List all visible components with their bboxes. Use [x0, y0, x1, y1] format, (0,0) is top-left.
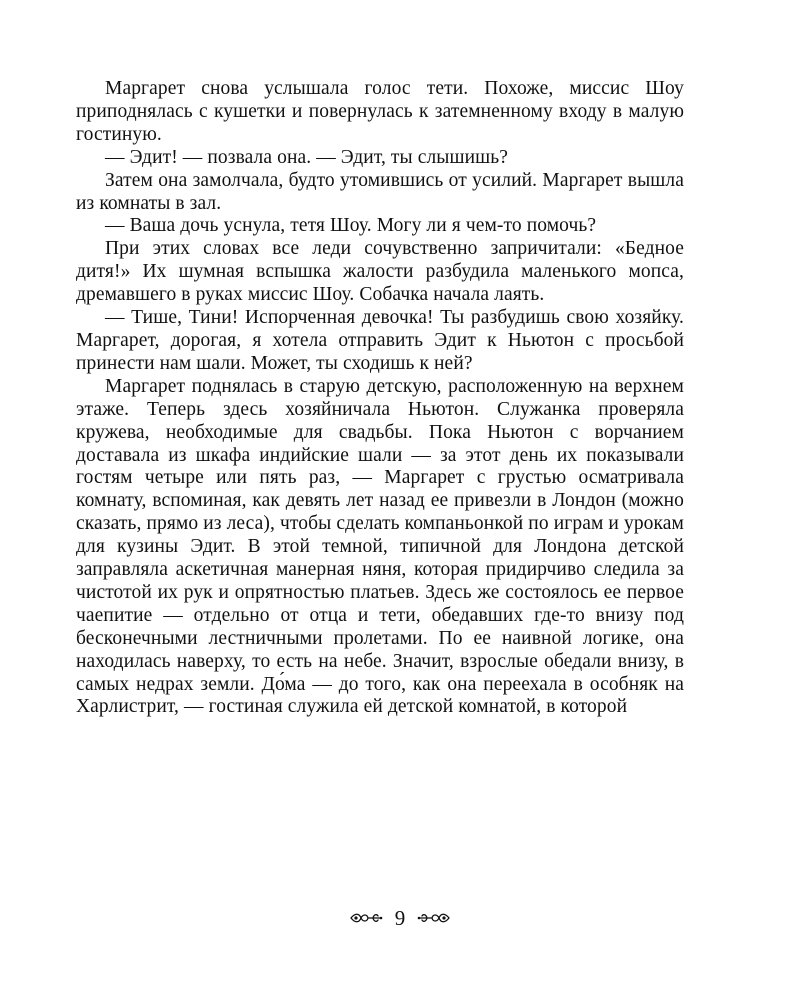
paragraph: При этих словах все леди сочувственно запричитали: «Бедное дитя!» Их шумная вспышка жалости разбудила маленького мопса, дремавшего в руках миссис Шоу. Собачка начала лаять.	[76, 238, 684, 306]
paragraph: — Ваша дочь уснула, тетя Шоу. Могу ли я чем-то помочь?	[105, 215, 597, 237]
paragraph: — Тише, Тини! Испорченная девочка! Ты разбудишь свою хозяйку. Маргарет, дорогая, я хотела отправить Эдит к Ньютон с просьбой принести нам шали. Может, ты сходишь к ней?	[76, 307, 684, 374]
page-body	[76, 78, 684, 719]
floral-ornament-right-icon	[417, 911, 451, 925]
paragraph: — Эдит! — позвала она. — Эдит, ты слышишь?	[105, 146, 509, 168]
floral-ornament-left-icon	[349, 911, 383, 925]
folio	[349, 906, 452, 930]
paragraph: Маргарет поднялась в старую детскую, расположенную на верхнем этаже. Теперь здесь хозяйничала Ньютон. Служанка проверяла кружева, необходимые для свадьбы. Пока Ньютон с ворчанием доставала из шкафа индийские шали — за этот день их показывали гостям четыре или пять раз, — Маргарет с грустью осматривала комнату, вспоминая, как девять лет назад ее привезли в Лондон (можно сказать, прямо из леса), чтобы сделать компаньонкой по играм и урокам для кузины Эдит. В этой темной, типичной для Лондона детской заправляла аскетичная манерная няня, которая придирчиво следила за чистотой их рук и опрятностью платьев. Здесь же состоялось ее первое чаепитие — отдельно от отца и тети, обедавших где-то внизу под бесконечными лестничными пролетами. По ее наивной логике, она находилась наверху, то есть на небе. Значит, взрослые обедали внизу, в самых недрах земли. До́ма — до того, как она переехала в особняк на Харлистрит, — гостиная служила ей детской комнатой, в которой	[76, 375, 684, 718]
page-footer	[0, 906, 800, 930]
paragraph: Маргарет снова услышала голос тети. Похоже, миссис Шоу приподнялась с кушетки и повернулась к затемненному входу в малую гостиную.	[76, 78, 684, 145]
page-number: 9	[394, 906, 406, 930]
paragraph: Затем она замолчала, будто утомившись от усилий. Маргарет вышла из комнаты в зал.	[76, 169, 684, 214]
